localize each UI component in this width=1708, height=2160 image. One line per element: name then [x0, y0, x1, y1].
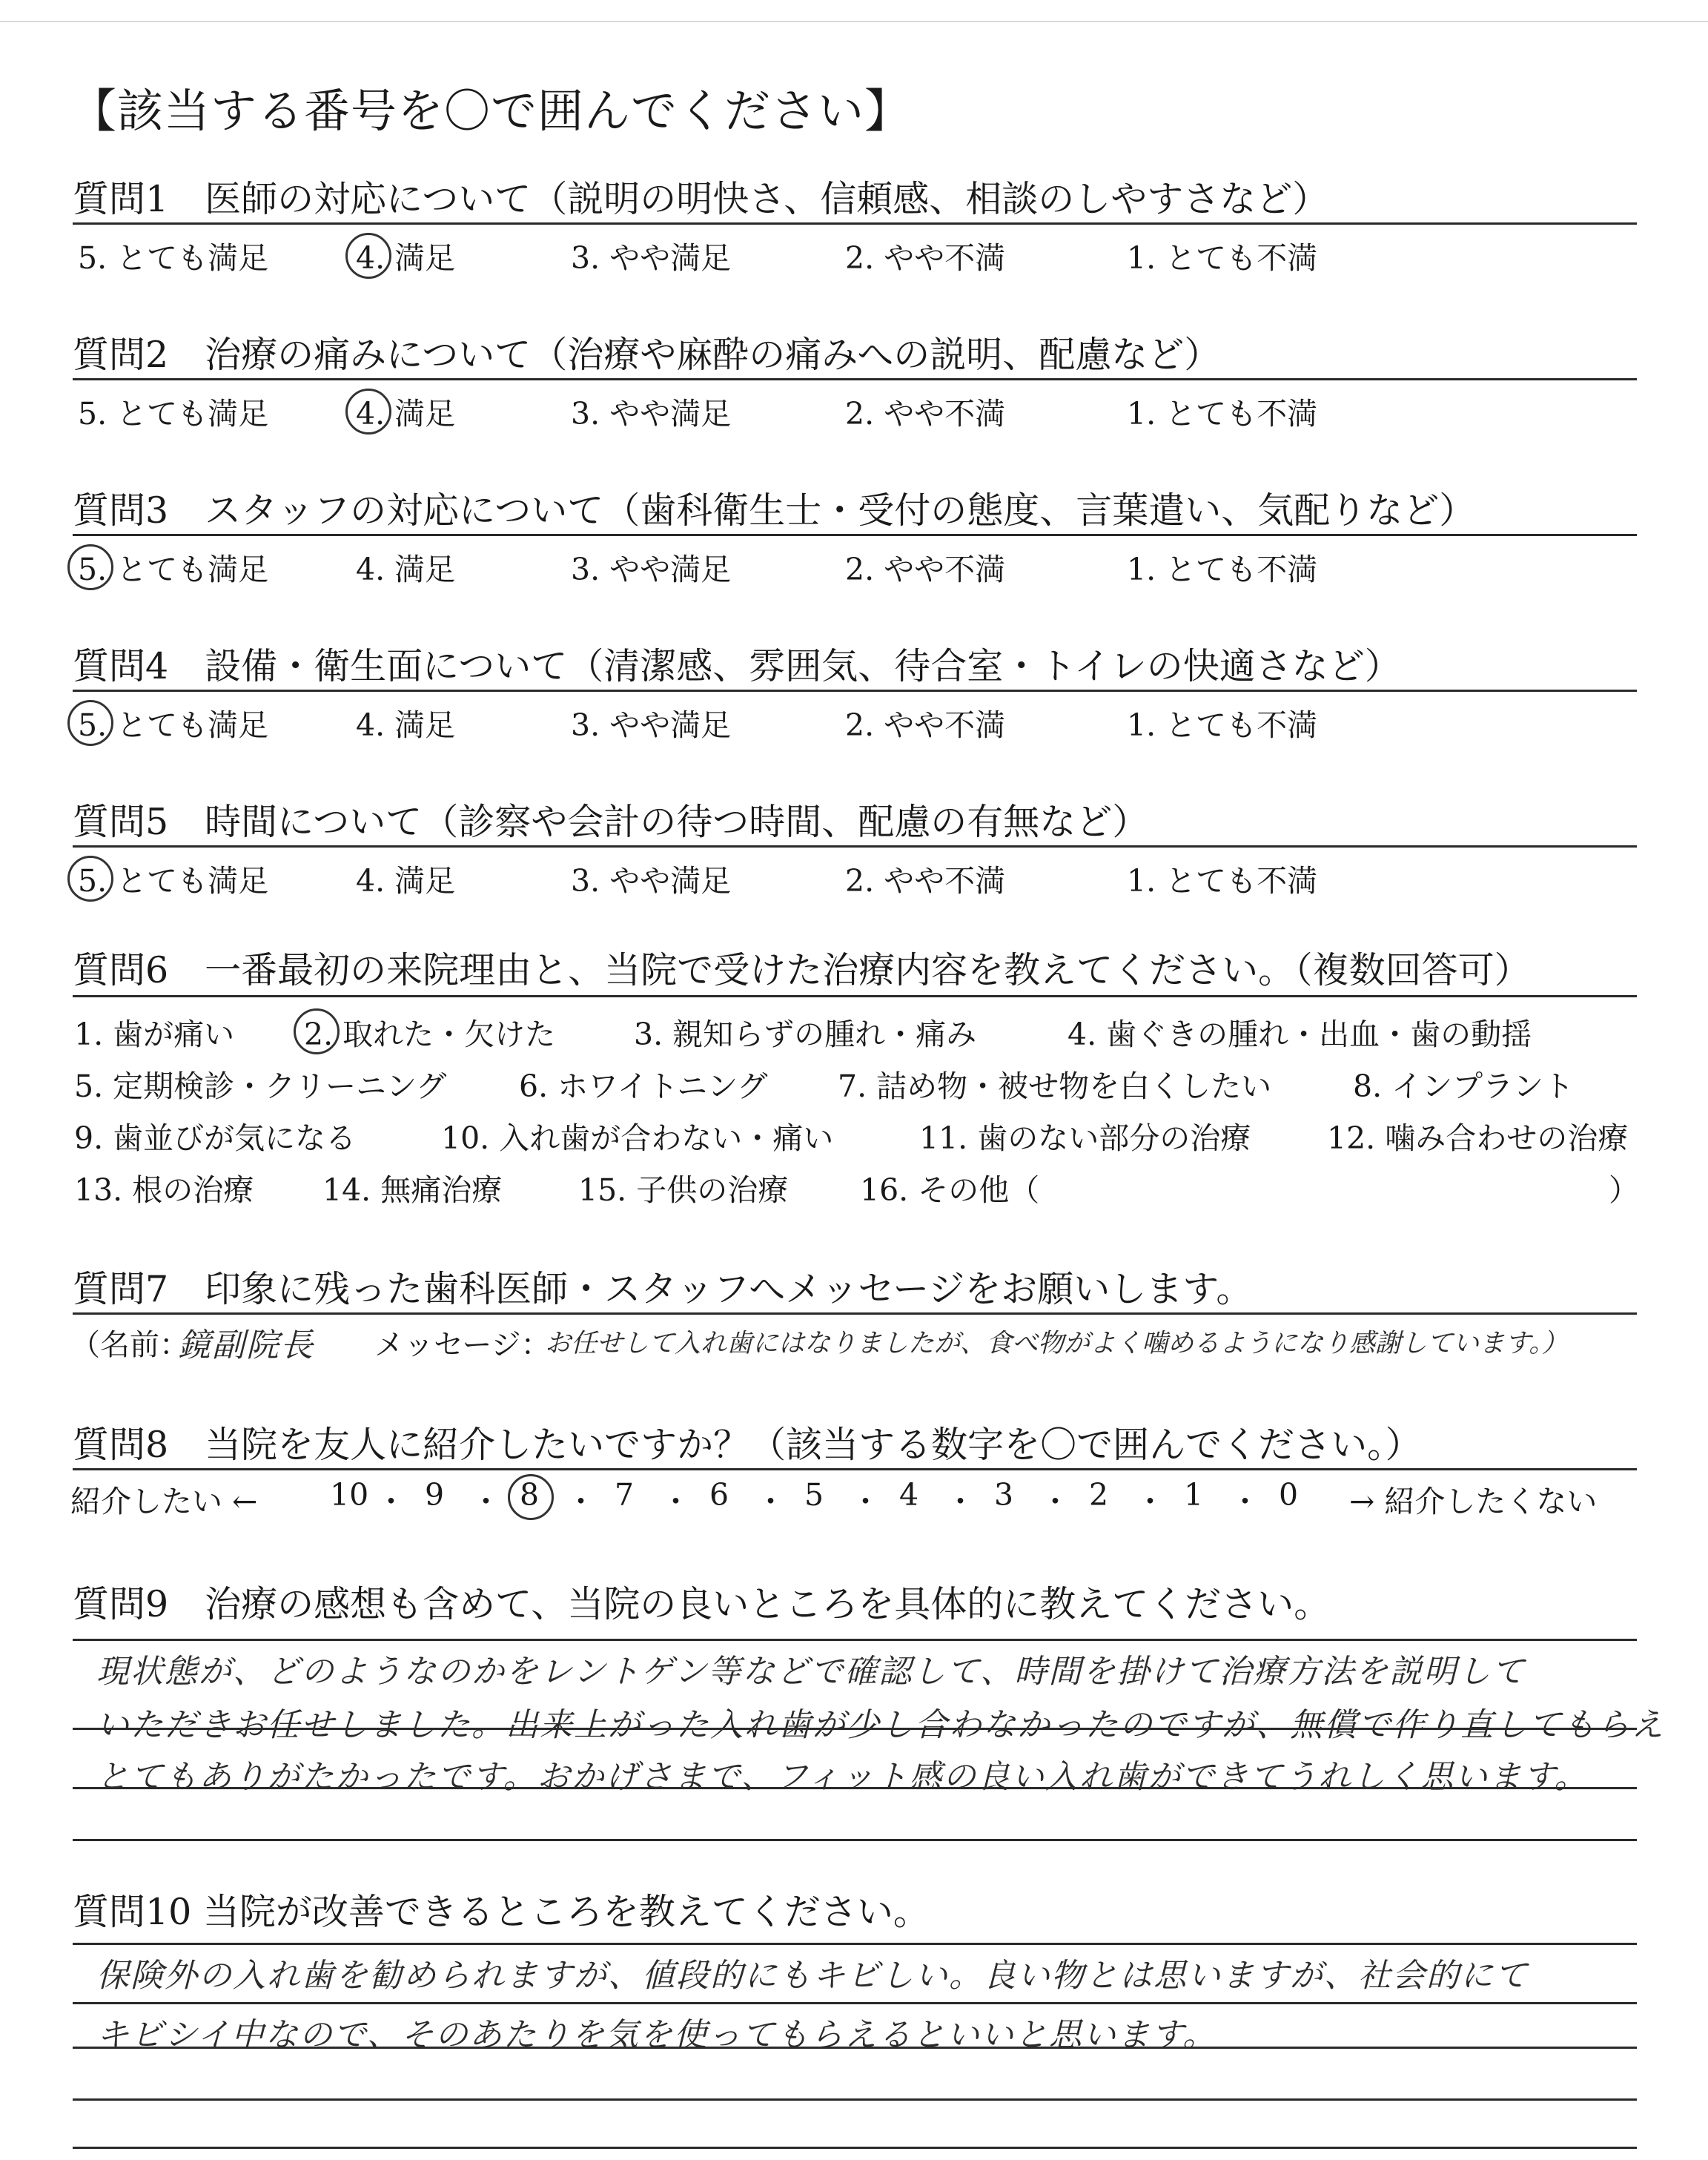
- q6-option[interactable]: 13. 根の治療: [74, 1172, 254, 1208]
- q1-option[interactable]: 1. とても不満: [1127, 240, 1318, 276]
- selection-circle: [345, 233, 391, 279]
- q2-option[interactable]: 1. とても不満: [1127, 396, 1318, 432]
- q8-scale-value[interactable]: 1: [1184, 1477, 1204, 1513]
- q8-scale-value[interactable]: 10: [330, 1477, 369, 1513]
- q6-option[interactable]: 4. 歯ぐきの腫れ・出血・歯の動揺: [1068, 1017, 1532, 1052]
- q3-option[interactable]: 2. やや不満: [845, 552, 1006, 587]
- q8-scale-value[interactable]: 7: [615, 1477, 635, 1513]
- q4-option[interactable]: 4. 満足: [356, 707, 456, 743]
- q8-scale-value[interactable]: 2: [1089, 1477, 1109, 1513]
- q9-line-1: [73, 1639, 1637, 1641]
- q8-scale-value[interactable]: 0: [1279, 1477, 1299, 1513]
- q5-option[interactable]: 2. やや不満: [845, 863, 1006, 899]
- q6-option[interactable]: 16. その他（: [860, 1172, 1040, 1208]
- selection-circle: [345, 389, 391, 435]
- q8-scale-value[interactable]: 4: [899, 1477, 919, 1513]
- page-title: 【該当する番号を〇で囲んでください】: [70, 84, 912, 138]
- q8-separator: ・: [1230, 1484, 1260, 1519]
- q7-rule: [73, 1312, 1637, 1315]
- q8-separator: ・: [755, 1484, 786, 1519]
- q8-right-label: → 紹介したくない: [1349, 1484, 1598, 1519]
- q5-option[interactable]: 5. とても満足: [78, 863, 269, 899]
- q6-close-paren: ）: [1609, 1172, 1639, 1208]
- q6-heading: 質問6 一番最初の来院理由と、当院で受けた治療内容を教えてください。（複数回答可）: [73, 949, 1531, 991]
- q2-option[interactable]: 2. やや不満: [845, 396, 1006, 432]
- q3-rule: [73, 534, 1637, 536]
- q8-rule: [73, 1468, 1637, 1470]
- q4-rule: [73, 690, 1637, 692]
- q1-option[interactable]: 3. やや満足: [571, 240, 732, 276]
- q1-option[interactable]: 2. やや不満: [845, 240, 1006, 276]
- q7-message-label: メッセージ：: [374, 1328, 551, 1362]
- selection-circle: [67, 544, 113, 590]
- q2-option[interactable]: 4. 満足: [356, 396, 456, 432]
- q1-option[interactable]: 5. とても満足: [78, 240, 269, 276]
- q5-heading: 質問5 時間について（診察や会計の待つ時間、配慮の有無など）: [73, 801, 1149, 843]
- q3-option[interactable]: 5. とても満足: [78, 552, 269, 587]
- q8-heading: 質問8 当院を友人に紹介したいですか？（該当する数字を〇で囲んでください。）: [73, 1424, 1422, 1466]
- q2-rule: [73, 378, 1637, 380]
- q10-line-4: [73, 2098, 1637, 2101]
- q8-scale-value[interactable]: 9: [425, 1477, 445, 1513]
- q4-option[interactable]: 5. とても満足: [78, 707, 269, 743]
- q6-option[interactable]: 7. 詰め物・被せ物を白くしたい: [838, 1069, 1272, 1104]
- q5-option[interactable]: 3. やや満足: [571, 863, 732, 899]
- q8-separator: ・: [1040, 1484, 1070, 1519]
- q2-option[interactable]: 3. やや満足: [571, 396, 732, 432]
- q8-separator: ・: [661, 1484, 691, 1519]
- q6-option[interactable]: 2. 取れた・欠けた: [304, 1017, 556, 1052]
- q6-rule: [73, 995, 1637, 997]
- q1-heading: 質問1 医師の対応について（説明の明快さ、信頼感、相談のしやすさなど）: [73, 178, 1329, 220]
- q6-option[interactable]: 14. 無痛治療: [322, 1172, 503, 1208]
- q8-scale-value[interactable]: 6: [709, 1477, 729, 1513]
- q1-option[interactable]: 4. 満足: [356, 240, 456, 276]
- q4-option[interactable]: 1. とても不満: [1127, 707, 1318, 743]
- q10-line-1: [73, 1943, 1637, 1945]
- q6-option[interactable]: 12. 噛み合わせの治療: [1327, 1120, 1629, 1156]
- q7-heading: 質問7 印象に残った歯科医師・スタッフへメッセージをお願いします。: [73, 1268, 1253, 1310]
- q10-line-2: [73, 2002, 1637, 2004]
- q8-separator: ・: [566, 1484, 596, 1519]
- q5-option[interactable]: 1. とても不満: [1127, 863, 1318, 899]
- q2-heading: 質問2 治療の痛みについて（治療や麻酔の痛みへの説明、配慮など）: [73, 334, 1221, 376]
- q4-option[interactable]: 3. やや満足: [571, 707, 732, 743]
- q7-message-value[interactable]: お任せして入れ歯にはなりましたが、食べ物がよく噛めるようになり感謝しています。）: [545, 1329, 1568, 1358]
- q8-separator: ・: [471, 1484, 501, 1519]
- q3-option[interactable]: 1. とても不満: [1127, 552, 1318, 587]
- q6-option[interactable]: 5. 定期検診・クリーニング: [74, 1069, 447, 1104]
- q3-option[interactable]: 3. やや満足: [571, 552, 732, 587]
- q4-heading: 質問4 設備・衛生面について（清潔感、雰囲気、待合室・トイレの快適さなど）: [73, 645, 1401, 687]
- selection-circle: [508, 1474, 554, 1520]
- q6-option[interactable]: 8. インプラント: [1353, 1069, 1575, 1104]
- q6-option[interactable]: 15. 子供の治療: [578, 1172, 789, 1208]
- q8-separator: ・: [850, 1484, 881, 1519]
- q6-option[interactable]: 6. ホワイトニング: [519, 1069, 768, 1104]
- q10-answer-line-2[interactable]: キビシイ中なので、そのあたりを気を使ってもらえるといいと思います。: [96, 2016, 1217, 2054]
- q4-option[interactable]: 2. やや不満: [845, 707, 1006, 743]
- q7-name-label: （名前：: [70, 1328, 189, 1362]
- selection-circle: [294, 1008, 340, 1054]
- scan-edge: [0, 21, 1708, 22]
- q6-option[interactable]: 1. 歯が痛い: [74, 1017, 235, 1052]
- q8-scale-value[interactable]: 8: [520, 1477, 540, 1513]
- q6-option[interactable]: 11. 歯のない部分の治療: [919, 1120, 1251, 1156]
- q9-answer-line-3[interactable]: とてもありがたかったです。おかげさまで、フィット感の良い入れ歯ができてうれしく思います。: [96, 1758, 1589, 1796]
- q6-option[interactable]: 10. 入れ歯が合わない・痛い: [441, 1120, 834, 1156]
- q10-line-5: [73, 2147, 1637, 2149]
- q9-answer-line-2[interactable]: いただきお任せしました。出来上がった入れ歯が少し合わなかったのですが、無償で作り直してもらえ: [96, 1706, 1665, 1744]
- q9-heading: 質問9 治療の感想も含めて、当院の良いところを具体的に教えてください。: [73, 1583, 1331, 1625]
- q8-separator: ・: [376, 1484, 406, 1519]
- q6-option[interactable]: 3. 親知らずの腫れ・痛み: [634, 1017, 977, 1052]
- q3-heading: 質問3 スタッフの対応について（歯科衛生士・受付の態度、言葉遣い、気配りなど）: [73, 489, 1476, 532]
- q5-option[interactable]: 4. 満足: [356, 863, 456, 899]
- q9-line-4: [73, 1839, 1637, 1841]
- q6-option[interactable]: 9. 歯並びが気になる: [74, 1120, 357, 1156]
- q8-scale-value[interactable]: 5: [804, 1477, 824, 1513]
- q2-option[interactable]: 5. とても満足: [78, 396, 269, 432]
- q8-scale-value[interactable]: 3: [994, 1477, 1014, 1513]
- q8-left-label: 紹介したい ←: [70, 1484, 258, 1519]
- q10-answer-line-1[interactable]: 保険外の入れ歯を勧められますが、値段的にもキビしい。良い物とは思いますが、社会的にて: [96, 1957, 1529, 1995]
- q1-rule: [73, 222, 1637, 225]
- q10-heading: 質問10 当院が改善できるところを教えてください。: [73, 1891, 930, 1933]
- q5-rule: [73, 845, 1637, 848]
- selection-circle: [67, 856, 113, 902]
- q3-option[interactable]: 4. 満足: [356, 552, 456, 587]
- selection-circle: [67, 700, 113, 746]
- q8-separator: ・: [945, 1484, 976, 1519]
- q7-name-value[interactable]: 鏡副院長: [178, 1327, 314, 1364]
- q9-answer-line-1[interactable]: 現状態が、どのようなのかをレントゲン等などで確認して、時間を掛けて治療方法を説明して: [96, 1653, 1526, 1691]
- q8-separator: ・: [1135, 1484, 1165, 1519]
